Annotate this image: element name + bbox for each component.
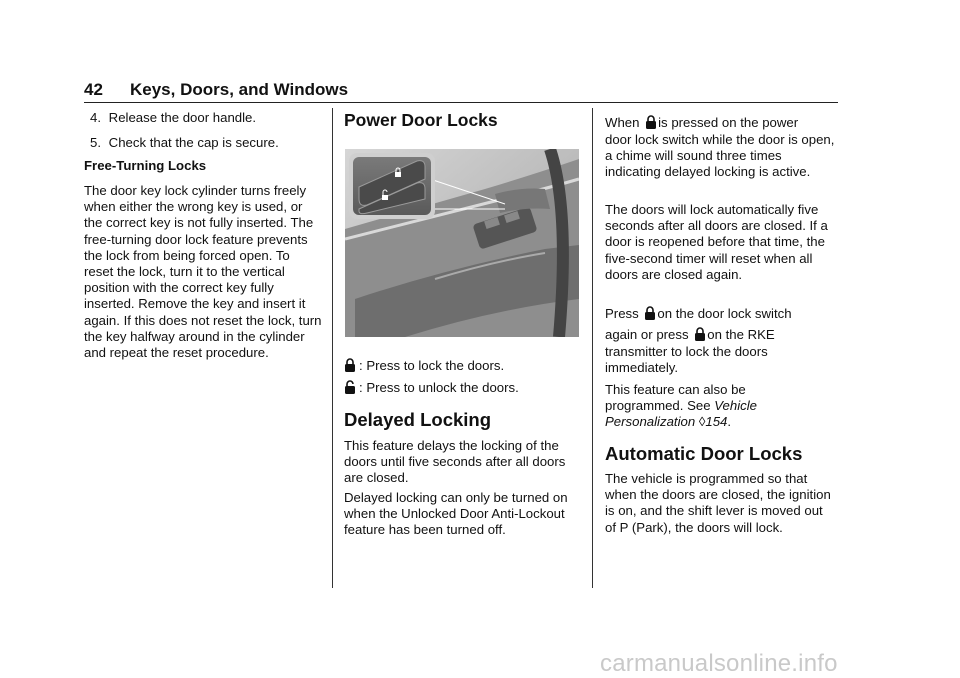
automatic-door-locks-heading: Automatic Door Locks [605,443,803,464]
col3-p3-rest: transmitter to lock the doors immediately. [605,344,768,376]
automatic-door-locks-body: The vehicle is programmed so that when the doors are closed, the ignition is on, and the shift lever is moved out of P (Park), the doors will lock. [605,471,831,535]
watermark: carmanualsonline.info [600,650,838,677]
col3-p1-line1 [605,115,798,133]
vehicle-personalization-link[interactable]: Vehicle Personalization [605,398,757,430]
header-rule [84,102,838,103]
column-divider-1 [332,108,333,588]
p3-post: on the door lock switch [657,306,792,321]
lock-icon [644,306,656,324]
section-title: Keys, Doors, and Windows [130,80,349,99]
column-divider-2 [592,108,593,588]
free-turning-body: The door key lock cylinder turns freely when either the wrong key is used, or the correct key is not fully inserted. The free-turning door lock feature prevents the lock from being forced open. To reset the lock, turn it to the vertical position with the correct key fully inserted. Remove the key and insert it again. If this does not reset the lock, turn the key halfway around in the cylinder and repeat the reset procedure. [84,183,322,361]
step-4 [90,110,256,126]
lock-legend [344,358,504,376]
lock-legend-text: : Press to lock the doors. [359,358,505,373]
page-header [84,80,838,102]
step-number: 4. [90,110,101,125]
step-5 [90,135,279,151]
p4-end: . [727,414,732,430]
step-text: Check that the cap is secure. [108,135,279,150]
p3-pre: Press [605,306,639,321]
col3-p4 [605,382,805,431]
step-number: 5. [90,135,101,150]
subheading-free-turning-locks: Free-Turning Locks [84,158,207,173]
lock-icon [344,358,356,376]
delayed-locking-p1: This feature delays the locking of the doors until five seconds after all doors are closed. [344,438,566,486]
p1-post: is pressed on the power [658,115,799,130]
door-lock-illustration [345,149,579,342]
col3-p3-line1 [605,306,792,324]
delayed-locking-heading: Delayed Locking [344,409,492,430]
lock-icon [694,327,706,345]
col3-p2: The doors will lock automatically five seconds after all doors are closed. If a door is reopened before that time, the five-second timer will reset when all doors are closed again. [605,202,828,282]
lock-icon [645,115,657,133]
power-door-locks-heading: Power Door Locks [344,110,498,130]
unlock-legend-text: : Press to unlock the doors. [359,380,519,395]
p4-pre: This feature can also be programmed. See [605,382,746,414]
step-text: Release the door handle. [108,110,257,125]
unlock-legend [344,380,519,398]
delayed-locking-p2: Delayed locking can only be turned on when the Unlocked Door Anti-Lockout feature has been turned off. [344,490,568,538]
page-number: 42 [84,80,103,99]
col3-p1-rest: door lock switch while the door is open, a chime will sound three times indicating delayed locking is active. [605,132,835,180]
page-ref-arrow: ◊ [698,414,706,430]
col3-p3-line2 [605,327,775,345]
p1-pre: When [605,115,640,130]
p3-line2-pre: again or press [605,327,689,342]
unlock-icon [344,380,356,398]
page-ref-number[interactable]: 154 [705,414,728,430]
p3-line2-post: on the RKE [707,327,775,342]
